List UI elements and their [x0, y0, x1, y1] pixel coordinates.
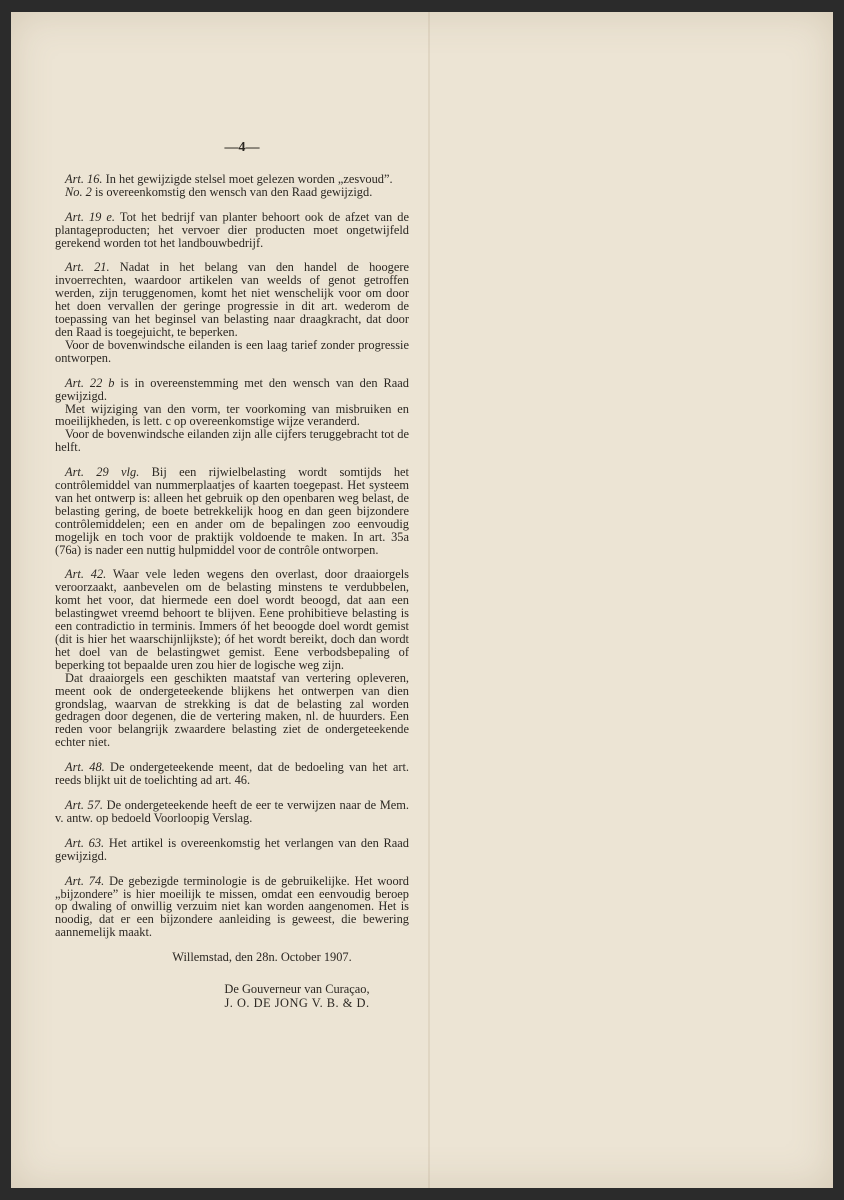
article-ref: Art. 48. — [65, 760, 105, 775]
paragraph-text: Met wijziging van den vorm, ter voorkoming van misbruiken en moeilijkheden, is lett. c op overeenkomstige wijze veranderd. — [55, 401, 409, 429]
article-ref: Art. 29 vlg. — [65, 465, 140, 480]
article-ref: Art. 19 e. — [65, 209, 116, 224]
article-paragraph — [55, 466, 409, 556]
paragraph-line — [55, 211, 409, 250]
paragraph-line — [55, 875, 409, 940]
article-paragraph — [55, 377, 409, 454]
paragraph-line — [55, 186, 409, 199]
paragraph-line — [55, 466, 409, 556]
paragraph-line — [55, 837, 409, 863]
paragraph-line — [55, 761, 409, 787]
paragraph-text: Tot het bedrijf van planter behoort ook de afzet van de plantageproducten; het vervoer dier producten moet ongetwijfeld gerekend worden tot het landbouwbedrijf. — [55, 209, 409, 250]
signature-title: De Gouverneur van Curaçao, — [224, 982, 370, 997]
page-number: —4— — [224, 140, 260, 155]
paragraph-line — [55, 339, 409, 365]
page-fold — [428, 12, 430, 1188]
paragraph-text: Dat draaiorgels een geschikten maatstaf van vertering opleveren, meent ook de ondergeteekende blijkens het ontwerpen van dien grondslag, waarvan de strekking is dat de belasting zal worden gedragen door degenen, die de vertering maken, nl. de huurders. Een reden voor belangrijk zwaardere belasting ziet de ondergeteekende echter niet. — [55, 670, 409, 750]
article-ref: Art. 22 b — [65, 375, 115, 390]
article-paragraph — [55, 837, 409, 863]
paragraph-text: Nadat in het belang van den handel de hoogere invoerrechten, waardoor artikelen van weelds of genot getroffen werden, zijn teruggenomen, komt het niet wenschelijk voor om door het doen vervallen der geringe progressie in dit art. wederom de toepassing van het beginsel van belasting naar draagkracht, dat door den Raad is toegejuicht, te beperken. — [55, 260, 409, 339]
paragraph-text: Het artikel is overeenkomstig het verlangen van den Raad gewijzigd. — [55, 835, 409, 863]
article-ref: Art. 63. — [65, 835, 105, 850]
article-paragraph — [55, 211, 409, 250]
paragraph-text: In het gewijzigde stelsel moet gelezen worden „zesvoud”. — [102, 171, 393, 186]
paragraph-line — [55, 672, 409, 749]
paragraph-line — [55, 261, 409, 338]
article-ref: Art. 21. — [65, 260, 110, 275]
article-paragraph — [55, 261, 409, 364]
paragraph-line — [55, 568, 409, 671]
paragraph-text: Waar vele leden wegens den overlast, door draaiorgels veroorzaakt, aanbevelen om de belasting minstens te verdubbelen, komt het voor, dat hiermede een doel wordt beoogd, dat aan een belastingwet vreemd behoort te blijven. Eene prohibitieve belasting is een contradictio in terminis. Immers óf het beoogde doel wordt gemist (dit is hier het waarschijnlijkste); óf het wordt bereikt, doch dan wordt het doel van de belastingwet gemist. Eene verbodsbepaling of beperking tot bepaalde uren zou hier de logische weg zijn. — [55, 567, 409, 672]
paragraph-line — [55, 403, 409, 429]
article-ref: No. 2 — [65, 184, 92, 199]
paragraph-text: De gebezigde terminologie is de gebruikelijke. Het woord „bijzondere” is hier moeilijk te missen, omdat een eenvoudig beroep op dwaling of onwillig verzuim niet kan worden aangenomen. Het is noodig, dat er een bijzondere aanleiding is geweest, die bewering aannemelijk maakt. — [55, 873, 409, 940]
article-paragraph — [55, 568, 409, 749]
dateline: Willemstad, den 28n. October 1907. — [172, 950, 352, 965]
document-body — [55, 142, 409, 1010]
paragraph-text: Voor de bovenwindsche eilanden zijn alle cijfers teruggebracht tot de helft. — [55, 427, 409, 455]
paragraph-line — [55, 377, 409, 403]
article-ref: Art. 42. — [65, 567, 107, 582]
article-ref: Art. 74. — [65, 873, 105, 888]
article-paragraph — [55, 173, 409, 199]
signature-block — [185, 982, 409, 1010]
article-ref: Art. 16. — [65, 171, 103, 186]
signature-name: J. O. DE JONG V. B. & D. — [224, 996, 370, 1011]
article-ref: Art. 57. — [65, 797, 104, 812]
paragraph-text: is overeenkomstig den wensch van den Raad gewijzigd. — [91, 184, 373, 199]
article-paragraph — [55, 875, 409, 940]
paragraph-text: De ondergeteekende heeft de eer te verwijzen naar de Mem. v. antw. op bedoeld Voorloopig Verslag. — [55, 797, 409, 825]
article-paragraph — [55, 799, 409, 825]
paragraph-line — [55, 799, 409, 825]
paragraph-text: is in overeenstemming met den wensch van den Raad gewijzigd. — [55, 375, 409, 403]
paragraph-text: Voor de bovenwindsche eilanden is een laag tarief zonder progressie ontworpen. — [55, 337, 409, 365]
paragraph-text: Bij een rijwielbelasting wordt somtijds het contrôlemiddel van nummerplaatjes of kaarten toegepast. Het systeem van het ontwerp is: alleen het gebruik op den openbaren weg belast, de belasting gering, de boete betrekkelijk hoog en dan geen bijzondere contrôlemiddelen; een en ander om de bepalingen zoo eenvoudig mogelijk en toch voor de praktijk voldoende te maken. In art. 35a (76a) is nader een nuttig hulpmiddel voor de contrôle ontworpen. — [55, 465, 409, 557]
paragraph-line — [55, 428, 409, 454]
article-paragraph — [55, 761, 409, 787]
paragraph-text: De ondergeteekende meent, dat de bedoeling van het art. reeds blijkt uit de toelichting ad art. 46. — [55, 760, 409, 788]
